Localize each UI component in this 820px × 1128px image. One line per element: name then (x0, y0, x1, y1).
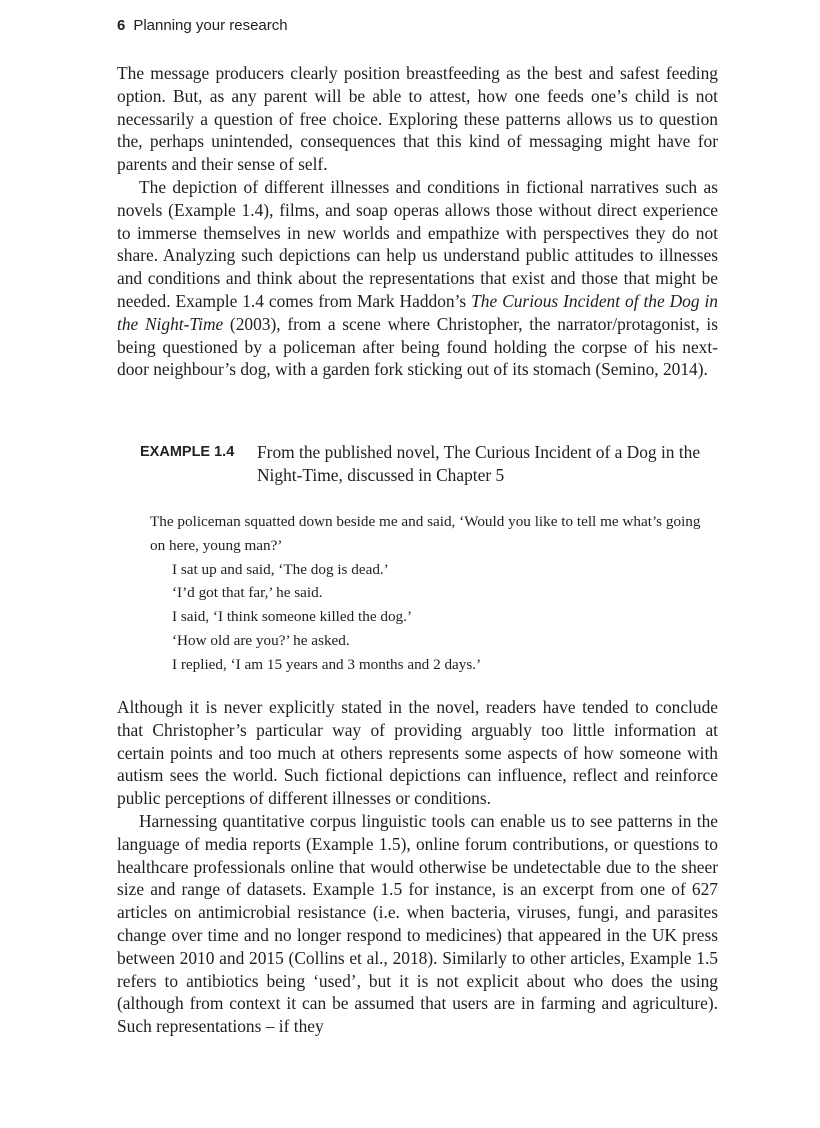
excerpt-line: The policeman squatted down beside me and said, ‘Would you like to tell me what’s going on here, young man?’ (150, 513, 701, 554)
excerpt-line: ‘How old are you?’ he asked. (172, 631, 350, 649)
paragraph-text: The depiction of different illnesses and conditions in fictional narratives such as novels (Example 1.4), films, and soap operas allows those without direct experience to immerse themselves in new worlds and empathize with perspectives they do not share. Analyzing such depictions can help us understand public attitudes to illnesses and conditions and think about the representations that exist and those that might be needed. Example 1.4 comes from Mark Haddon’s (117, 176, 718, 311)
excerpt-line: I sat up and said, ‘The dog is dead.’ (172, 560, 389, 578)
novel-title: The Curious Incident of the Dog in the Night-Time (117, 290, 718, 334)
excerpt-line: ‘I’d got that far,’ he said. (172, 584, 323, 602)
paragraph: Although it is never explicitly stated in the novel, readers have tended to conclude that Christopher’s particular way of providing arguably too little information at certain points and too much at others represents some aspects of how someone with autism sees the world. Such fictional depictions can influence, reflect and reinforce public perceptions of different illnesses or conditions. (117, 697, 718, 809)
paragraph-text: (2003), from a scene where Christopher, the narrator/protagonist, is being questioned by a policeman after being found holding the corpse of his next-door neighbour’s dog, with a garden fork sticking out of its stomach (Semino, 2014). (117, 313, 718, 380)
body-text-top (117, 62, 718, 381)
excerpt-line: I said, ‘I think someone killed the dog.’ (172, 608, 412, 626)
running-head (117, 17, 288, 34)
body-text-bottom (117, 696, 718, 1038)
page-number: 6 (117, 17, 126, 34)
example-caption: From the published novel, The Curious Incident of a Dog in the Night-Time, discussed in Chapter 5 (257, 442, 701, 485)
novel-excerpt (150, 510, 710, 677)
example-label: EXAMPLE 1.4 (140, 444, 235, 460)
paragraph (117, 176, 718, 381)
excerpt-line: I replied, ‘I am 15 years and 3 months and 2 days.’ (172, 655, 482, 673)
chapter-title: Planning your research (133, 17, 288, 34)
paragraph: Harnessing quantitative corpus linguistic tools can enable us to see patterns in the language of media reports (Example 1.5), online forum contributions, or questions to healthcare professionals online that would otherwise be undetectable due to the sheer size and range of datasets. Example 1.5 for instance, is an excerpt from one of 627 articles on antimicrobial resistance (i.e. when bacteria, viruses, fungi, and parasites change over time and no longer respond to medicines) that appeared in the UK press between 2010 and 2015 (Collins et al., 2018). Similarly to other articles, Example 1.5 refers to antibiotics being ‘used’, but it is not explicit about who does the using (although from context it can be assumed that users are in farming and agriculture). Such representations – if they (117, 810, 718, 1037)
paragraph: The message producers clearly position breastfeeding as the best and safest feeding option. But, as any parent will be able to attest, how one feeds one’s child is not necessarily a question of free choice. Exploring these patterns allows us to question the, perhaps unintended, consequences that this kind of messaging might have for parents and their sense of self. (117, 63, 718, 175)
